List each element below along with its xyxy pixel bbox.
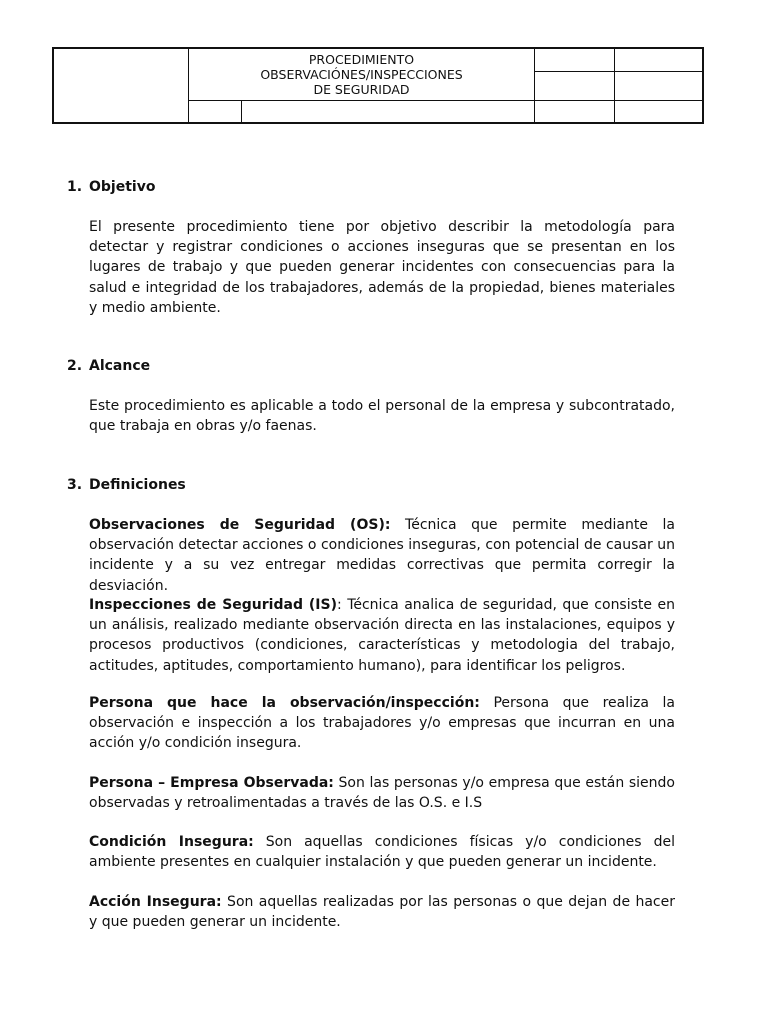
document-header-table — [52, 47, 704, 124]
title-line: DE SEGURIDAD — [313, 82, 410, 97]
definition-text: Son las personas y/o empresa que están siendo observadas y retroalimentadas a través de las O.S. e I.S — [89, 775, 675, 812]
definition-persona-observadora — [89, 693, 675, 754]
definition-text: Son aquellas condiciones físicas y/o condiciones del ambiente presentes en cualquier instalación y que pueden generar un incidente. — [89, 834, 675, 871]
definition-text: Son aquellas realizadas por las personas o que dejan de hacer y que pueden generar un incidente. — [89, 894, 676, 931]
definition-inspecciones — [89, 595, 675, 676]
definition-persona-empresa-observada — [89, 773, 675, 813]
definition-text: : Técnica analica de seguridad, que consiste en un análisis, realizado mediante observación directa en las instalaciones, equipos y procesos productivos (condiciones, características y metodologia del trabajo, actitudes, aptitudes, comportamiento humano), para identificar los peligros. — [89, 597, 676, 674]
logo-cell — [54, 49, 189, 122]
section-heading-alcance — [67, 356, 150, 376]
section-number: 1. — [67, 179, 83, 195]
definition-text: Técnica que permite mediante la observación detectar acciones o condiciones inseguras, con potencial de causar un incidente y a su vez entregar medidas correctivas que permita corregir la desviación. — [89, 517, 675, 594]
section-number: 3. — [67, 477, 83, 493]
definition-term: Observaciones de Seguridad (OS): — [89, 517, 391, 533]
header-cell — [242, 101, 535, 122]
definition-term: Acción Insegura: — [89, 894, 222, 910]
definition-term: Persona que hace la observación/inspección: — [89, 695, 480, 711]
section-heading-objetivo — [67, 177, 155, 197]
definition-term: Persona – Empresa Observada: — [89, 775, 334, 791]
section-title: Definiciones — [89, 477, 186, 493]
definition-accion-insegura — [89, 892, 675, 932]
definition-observaciones — [89, 515, 675, 596]
definition-term: Condición Insegura: — [89, 834, 254, 850]
section-number: 2. — [67, 358, 83, 374]
definition-term: Inspecciones de Seguridad (IS) — [89, 597, 337, 613]
definition-text: Persona que realiza la observación e inspección a los trabajadores y/o empresas que incurran en una acción y/o condición insegura. — [89, 695, 675, 752]
alcance-paragraph: Este procedimiento es aplicable a todo el personal de la empresa y subcontratado, que trabaja en obras y/o faenas. — [89, 398, 675, 435]
header-cell — [535, 72, 615, 101]
section-heading-definiciones — [67, 475, 186, 495]
header-cell — [615, 101, 702, 122]
document-title — [189, 49, 535, 101]
section-title: Objetivo — [89, 179, 156, 195]
header-cell — [615, 72, 702, 101]
header-cell — [535, 101, 615, 122]
title-line: PROCEDIMIENTO — [308, 52, 415, 67]
header-cell — [535, 49, 615, 72]
definition-condicion-insegura — [89, 832, 675, 872]
section-title: Alcance — [89, 358, 151, 374]
objetivo-paragraph: El presente procedimiento tiene por objetivo describir la metodología para detectar y registrar condiciones o acciones inseguras que se presentan en los lugares de trabajo y que pueden generar incidentes con consecuencias para la salud e integridad de los trabajadores, además de la propiedad, bienes materiales y medio ambiente. — [89, 219, 675, 316]
header-cell — [615, 49, 702, 72]
header-cell — [189, 101, 242, 122]
title-line: OBSERVACIÓNES/INSPECCIONES — [260, 67, 463, 82]
